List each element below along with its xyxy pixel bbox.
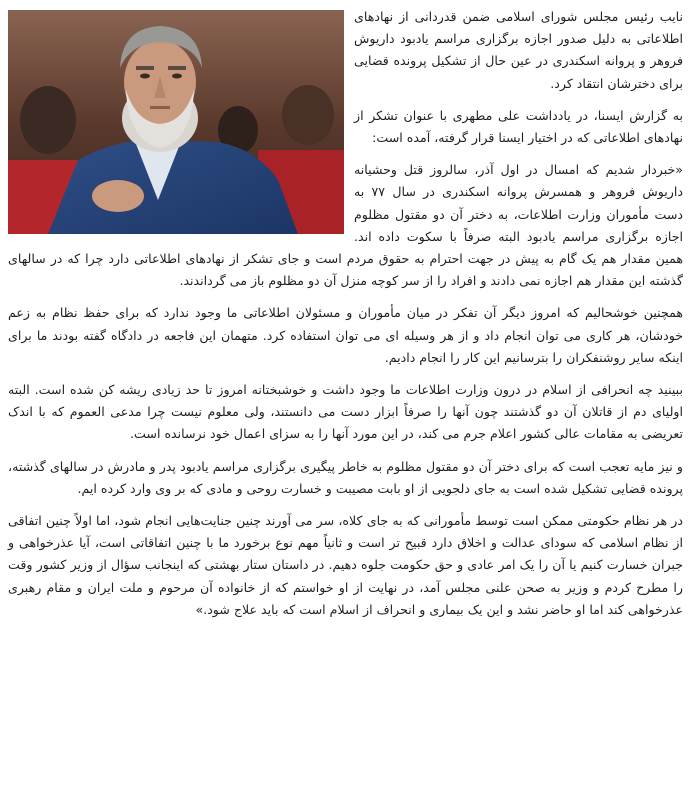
paragraph-lead: نایب رئیس مجلس شورای اسلامی ضمن قدردانی از نهادهای اطلاعاتی به دلیل صدور اجازه برگزاری مراسم یادبود داریوش فروهر و پروانه اسکندری در عین حال از تشکیل پرونده قضایی برای دخترشان انتقاد کرد. <box>354 9 683 91</box>
paragraph-source: به گزارش ایسنا، در یادداشت علی مطهری با عنوان تشکر از نهادهای اطلاعاتی که در اختیار ایسنا قرار گرفته، آمده است: <box>354 107 683 146</box>
paragraph-body: «خبردار شدیم که امسال در اول آذر، سالروز قتل وحشیانه داریوش فروهر و همسرش پروانه اسکندری در سال ۷۷ به دست مأموران وزارت اطلاعات، به دختر آن دو مقتول مظلوم اجازه برگزاری مراسم یادبود البته صرفاً با سکوت داده اند. همین مقدار هم یک گام به پیش در جهت احترام به حقوق مردم است و جای تشکر از نهادهای اطلاعاتی دارد چرا که در سالهای گذشته این مقدار هم اجازه نمی دادند و افراد را از سر کوچه منزل آن دو مظلوم باز می گرداندند. <box>8 162 683 289</box>
paragraph-body: و نیز مایه تعجب است که برای دختر آن دو مقتول مظلوم به خاطر پیگیری برگزاری مراسم یادبود پدر و مادرش در سالهای گذشته، پرونده قضایی تشکیل شده است به جای دلجویی از او بابت مصیبت و خسارت روحی و مادی که بر وی وارد کرده ایم. <box>8 458 683 496</box>
paragraph-body: در هر نظام حکومتی ممکن است توسط مأمورانی که به جای کلاه، سر می آورند چنین جنایت‌هایی انجام شود، اما اولاً چنین اتفاقی از نظام اسلامی که سودای عدالت و اخلاق دارد قبیح تر است و ثانیاً مهم نوع برخورد ما با چنین اتفاقاتی است، آیا عذرخواهی و جبران خسارت کنیم یا آن را یک امر عادی و حق حکومت جلوه دهیم. در داستان ستار بهشتی که اینجانب سؤال از وزیر کشور وقت را مطرح کردم و وزیر به صحن علنی مجلس آمد، در نهایت از او خواستم که از خانواده آن مرحوم و ملت ایران و مقام رهبری عذرخواهی کند اما او حاضر نشد و این یک بیماری و انحراف از اسلام است که باید علاج شود.» <box>8 513 683 617</box>
paragraph-body: همچنین خوشحالیم که امروز دیگر آن تفکر در میان مأموران و مسئولان اطلاعاتی ما وجود ندارد که برای حفظ نظام به زعم خودشان، هر کاری می توان انجام داد و از هر وسیله ای می توان استفاده کرد. متهمان این فاجعه در دادگاه گفته بودند ما برای اینکه سایر روشنفکران را بترسانیم این کار را انجام دادیم. <box>8 305 683 365</box>
portrait-image <box>8 10 344 234</box>
article-photo <box>8 10 344 234</box>
paragraph-body: ببینید چه انحرافی از اسلام در درون وزارت اطلاعات ما وجود داشت و خوشبختانه امروز تا حد زیادی ریشه کن شده است. البته اولیای دم از قاتلان آن دو گذشتند چون آنها را صرفاً ابزار دست می دانستند، ولی معلوم نیست چرا مدعی العموم که با اندک تعریضی به مقامات عالی کشور اعلام جرم می کند، در این مورد آنها را به سزای اعمال خود نرسانده است. <box>8 382 683 442</box>
